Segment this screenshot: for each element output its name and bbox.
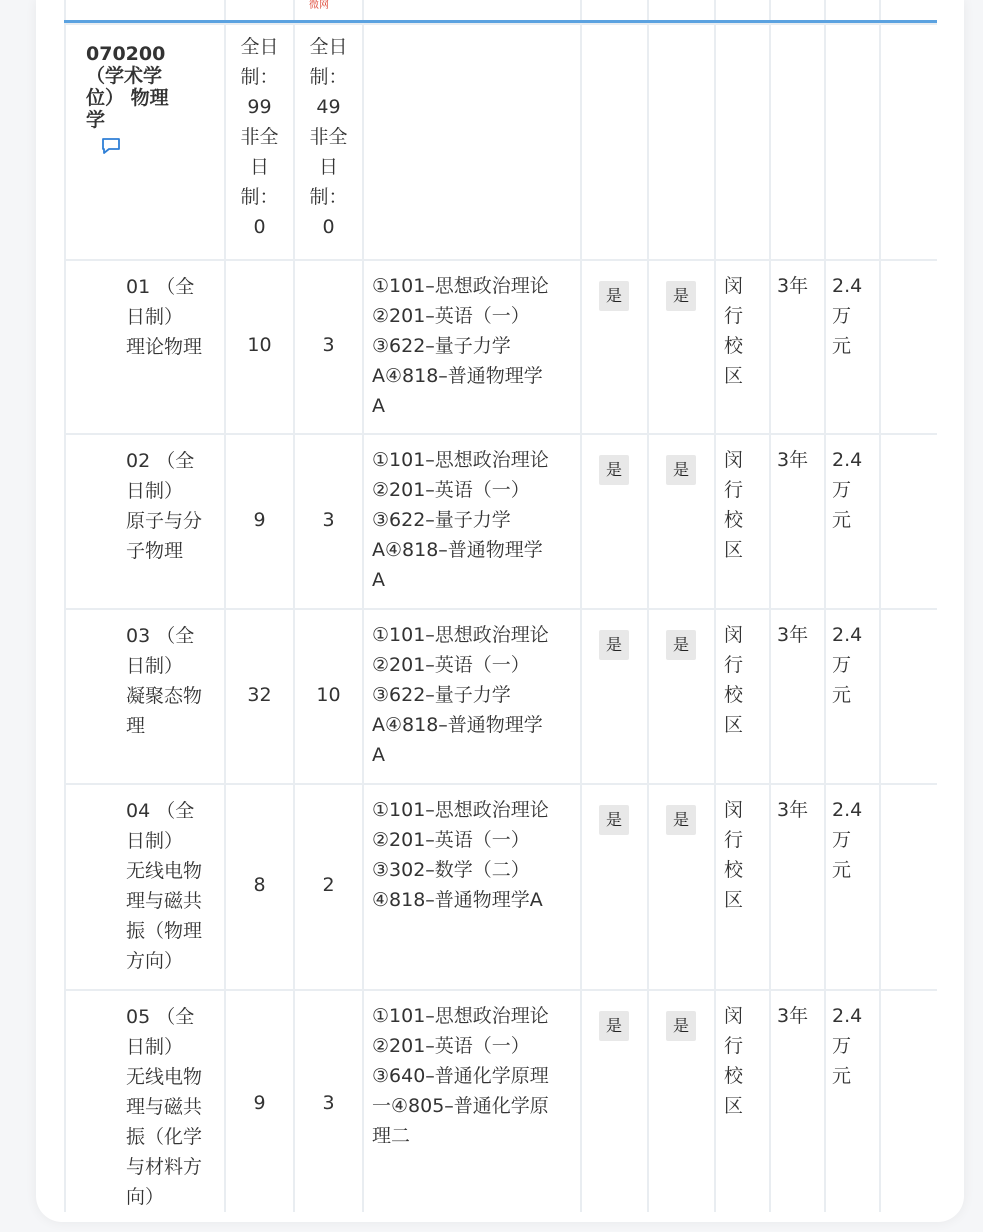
exam-subjects-cell xyxy=(363,990,581,1212)
header-fragment: 微网 xyxy=(309,0,329,11)
fee-line: 元 xyxy=(832,684,852,706)
exempt-total-line: 制： xyxy=(309,66,348,88)
empty-cell xyxy=(880,784,937,990)
direction-name-cell xyxy=(65,260,225,434)
campus-cell xyxy=(715,609,770,784)
content-card xyxy=(36,0,964,1222)
fee-cell xyxy=(825,434,880,609)
direction-name-line: 无线电物 xyxy=(126,1066,203,1088)
fee-line: 2.4 xyxy=(832,799,863,821)
direction-row xyxy=(65,434,937,609)
program-name-line2: 位） 物理学 xyxy=(86,87,169,131)
program-code: 070200 xyxy=(86,43,166,65)
exempt-cell xyxy=(294,434,363,609)
fee-line: 2.4 xyxy=(832,275,863,297)
planned-value: 32 xyxy=(247,684,272,706)
planned-value: 8 xyxy=(253,874,266,896)
fee-line: 万 xyxy=(832,654,852,676)
exempt-total-line: 日 xyxy=(318,156,338,178)
direction-name-line: 振（化学 xyxy=(126,1126,203,1148)
campus-char: 区 xyxy=(724,889,744,911)
exam-subjects-cell xyxy=(363,434,581,609)
flag2-badge-cell xyxy=(648,609,715,784)
planned-total-line: 日 xyxy=(249,156,269,178)
planned-value: 9 xyxy=(253,509,266,531)
planned-cell xyxy=(225,784,294,990)
planned-value: 10 xyxy=(247,334,272,356)
fee-line: 2.4 xyxy=(832,1005,863,1027)
campus-cell xyxy=(715,260,770,434)
campus-char: 行 xyxy=(724,479,744,501)
flag2-badge: 是 xyxy=(666,281,696,311)
planned-total-cell xyxy=(225,24,294,260)
years-cell xyxy=(770,784,825,990)
comment-icon[interactable] xyxy=(101,134,121,164)
years-cell xyxy=(770,990,825,1212)
empty-cell xyxy=(880,260,937,434)
program-row xyxy=(65,24,937,260)
direction-name-line: 日制） xyxy=(126,1036,184,1058)
years-cell xyxy=(770,260,825,434)
flag2-badge: 是 xyxy=(666,455,696,485)
campus-char: 闵 xyxy=(724,449,744,471)
exam-subject-line: A xyxy=(372,395,385,417)
empty-cell xyxy=(880,990,937,1212)
campus-char: 校 xyxy=(724,335,744,357)
fee-cell xyxy=(825,260,880,434)
table-top-strip xyxy=(65,0,937,22)
years-cell xyxy=(770,434,825,609)
exam-subject-line: ③640–普通化学原理 xyxy=(372,1065,549,1087)
direction-name-line: 03 （全 xyxy=(126,625,195,647)
direction-name-cell xyxy=(65,609,225,784)
fee-line: 元 xyxy=(832,1065,852,1087)
exam-subject-line: A④818–普通物理学 xyxy=(372,714,543,736)
program-table-wrapper[interactable] xyxy=(64,0,937,1212)
direction-name-line: 日制） xyxy=(126,830,184,852)
planned-cell xyxy=(225,990,294,1212)
exam-subjects-cell xyxy=(363,609,581,784)
exempt-total-line: 全日 xyxy=(309,36,348,58)
years-value: 3年 xyxy=(777,799,809,821)
fee-line: 元 xyxy=(832,335,852,357)
direction-name-line: 振（物理 xyxy=(126,920,203,942)
exam-subject-line: A④818–普通物理学 xyxy=(372,365,543,387)
campus-char: 闵 xyxy=(724,1005,744,1027)
direction-name-line: 与材料方 xyxy=(126,1156,203,1178)
direction-name-line: 无线电物 xyxy=(126,860,203,882)
flag2-badge: 是 xyxy=(666,1011,696,1041)
direction-name-line: 凝聚态物 xyxy=(126,685,203,707)
exam-subject-line: ②201–英语（一） xyxy=(372,305,530,327)
flag1-badge-cell xyxy=(581,609,648,784)
flag2-badge-cell xyxy=(648,990,715,1212)
direction-name-line: 05 （全 xyxy=(126,1006,195,1028)
planned-total-line: 99 xyxy=(247,96,272,118)
years-cell xyxy=(770,609,825,784)
planned-total-line: 非全 xyxy=(240,126,279,148)
fee-cell xyxy=(825,784,880,990)
direction-name-line: 理论物理 xyxy=(126,336,203,358)
years-value: 3年 xyxy=(777,275,809,297)
fee-line: 元 xyxy=(832,859,852,881)
direction-row xyxy=(65,784,937,990)
exam-subject-line: ③622–量子力学 xyxy=(372,335,511,357)
flag1-badge: 是 xyxy=(599,455,629,485)
direction-name-line: 04 （全 xyxy=(126,800,195,822)
exam-subject-line: ④818–普通物理学A xyxy=(372,889,543,911)
direction-name-cell xyxy=(65,784,225,990)
exam-subject-line: ②201–英语（一） xyxy=(372,1035,530,1057)
years-value: 3年 xyxy=(777,624,809,646)
fee-cell xyxy=(825,990,880,1212)
program-table xyxy=(64,0,937,1212)
direction-name-line: 方向） xyxy=(126,950,184,972)
exempt-value: 2 xyxy=(322,874,335,896)
exam-subject-line: 一④805–普通化学原 xyxy=(372,1095,549,1117)
flag2-badge-cell xyxy=(648,434,715,609)
exempt-total-line: 非全 xyxy=(309,126,348,148)
campus-char: 区 xyxy=(724,714,744,736)
flag1-badge-cell xyxy=(581,784,648,990)
campus-char: 校 xyxy=(724,1065,744,1087)
exempt-cell xyxy=(294,990,363,1212)
direction-name-line: 日制） xyxy=(126,655,184,677)
campus-char: 行 xyxy=(724,829,744,851)
exam-subjects-cell xyxy=(363,260,581,434)
campus-char: 闵 xyxy=(724,624,744,646)
direction-name-line: 理与磁共 xyxy=(126,890,203,912)
flag2-badge: 是 xyxy=(666,630,696,660)
campus-char: 闵 xyxy=(724,799,744,821)
exam-subject-line: A④818–普通物理学 xyxy=(372,539,543,561)
program-name-line1: （学术学 xyxy=(86,65,163,87)
years-value: 3年 xyxy=(777,449,809,471)
campus-char: 区 xyxy=(724,539,744,561)
exam-subject-line: ①101–思想政治理论 xyxy=(372,275,549,297)
direction-name-cell xyxy=(65,990,225,1212)
direction-name-line: 理 xyxy=(126,715,146,737)
direction-name-line: 01 （全 xyxy=(126,276,195,298)
flag1-badge-cell xyxy=(581,990,648,1212)
planned-cell xyxy=(225,434,294,609)
flag1-badge: 是 xyxy=(599,805,629,835)
program-name-cell xyxy=(65,24,225,260)
empty-cell xyxy=(880,434,937,609)
campus-char: 区 xyxy=(724,1095,744,1117)
direction-name-line: 日制） xyxy=(126,306,184,328)
exam-subject-line: ②201–英语（一） xyxy=(372,654,530,676)
exam-subject-line: ②201–英语（一） xyxy=(372,829,530,851)
fee-line: 万 xyxy=(832,305,852,327)
direction-name-line: 子物理 xyxy=(126,540,184,562)
flag1-badge-cell xyxy=(581,260,648,434)
exam-subject-line: ③622–量子力学 xyxy=(372,684,511,706)
flag1-badge: 是 xyxy=(599,281,629,311)
exam-subject-line: ③302–数学（二） xyxy=(372,859,530,881)
exempt-value: 3 xyxy=(322,509,335,531)
campus-cell xyxy=(715,434,770,609)
fee-line: 万 xyxy=(832,1035,852,1057)
exam-subject-line: ①101–思想政治理论 xyxy=(372,1005,549,1027)
direction-name-line: 日制） xyxy=(126,480,184,502)
fee-line: 元 xyxy=(832,509,852,531)
campus-char: 校 xyxy=(724,859,744,881)
exempt-total-line: 49 xyxy=(316,96,341,118)
campus-cell xyxy=(715,990,770,1212)
campus-char: 校 xyxy=(724,509,744,531)
planned-total-line: 0 xyxy=(253,216,266,238)
exam-subject-line: ①101–思想政治理论 xyxy=(372,449,549,471)
empty-cell xyxy=(880,609,937,784)
flag1-badge: 是 xyxy=(599,630,629,660)
fee-line: 万 xyxy=(832,479,852,501)
exempt-cell xyxy=(294,784,363,990)
exempt-cell xyxy=(294,260,363,434)
campus-char: 区 xyxy=(724,365,744,387)
exempt-value: 10 xyxy=(316,684,341,706)
direction-row xyxy=(65,990,937,1212)
years-value: 3年 xyxy=(777,1005,809,1027)
planned-cell xyxy=(225,609,294,784)
planned-total-line: 制： xyxy=(240,66,279,88)
fee-line: 2.4 xyxy=(832,449,863,471)
flag2-badge-cell xyxy=(648,784,715,990)
exam-subject-line: ③622–量子力学 xyxy=(372,509,511,531)
exempt-total-cell xyxy=(294,24,363,260)
exam-subject-line: A xyxy=(372,569,385,591)
campus-cell xyxy=(715,784,770,990)
planned-total-line: 制： xyxy=(240,186,279,208)
exam-subject-line: ②201–英语（一） xyxy=(372,479,530,501)
flag1-badge: 是 xyxy=(599,1011,629,1041)
exempt-total-line: 0 xyxy=(322,216,335,238)
campus-char: 行 xyxy=(724,1035,744,1057)
fee-line: 万 xyxy=(832,829,852,851)
direction-row xyxy=(65,260,937,434)
flag2-badge: 是 xyxy=(666,805,696,835)
direction-row xyxy=(65,609,937,784)
planned-total-line: 全日 xyxy=(240,36,279,58)
direction-name-line: 向） xyxy=(126,1186,165,1208)
direction-name-line: 原子与分 xyxy=(126,510,203,532)
direction-name-cell xyxy=(65,434,225,609)
direction-name-line: 理与磁共 xyxy=(126,1096,203,1118)
exam-subject-line: A xyxy=(372,744,385,766)
flag1-badge-cell xyxy=(581,434,648,609)
campus-char: 行 xyxy=(724,654,744,676)
exempt-total-line: 制： xyxy=(309,186,348,208)
exam-subjects-cell xyxy=(363,784,581,990)
direction-name-line: 02 （全 xyxy=(126,450,195,472)
flag2-badge-cell xyxy=(648,260,715,434)
exempt-value: 3 xyxy=(322,334,335,356)
exempt-cell xyxy=(294,609,363,784)
planned-cell xyxy=(225,260,294,434)
exam-subject-line: ①101–思想政治理论 xyxy=(372,624,549,646)
planned-value: 9 xyxy=(253,1092,266,1114)
exempt-value: 3 xyxy=(322,1092,335,1114)
campus-char: 行 xyxy=(724,305,744,327)
fee-cell xyxy=(825,609,880,784)
campus-char: 校 xyxy=(724,684,744,706)
exam-subject-line: ①101–思想政治理论 xyxy=(372,799,549,821)
fee-line: 2.4 xyxy=(832,624,863,646)
campus-char: 闵 xyxy=(724,275,744,297)
exam-subject-line: 理二 xyxy=(372,1125,411,1147)
